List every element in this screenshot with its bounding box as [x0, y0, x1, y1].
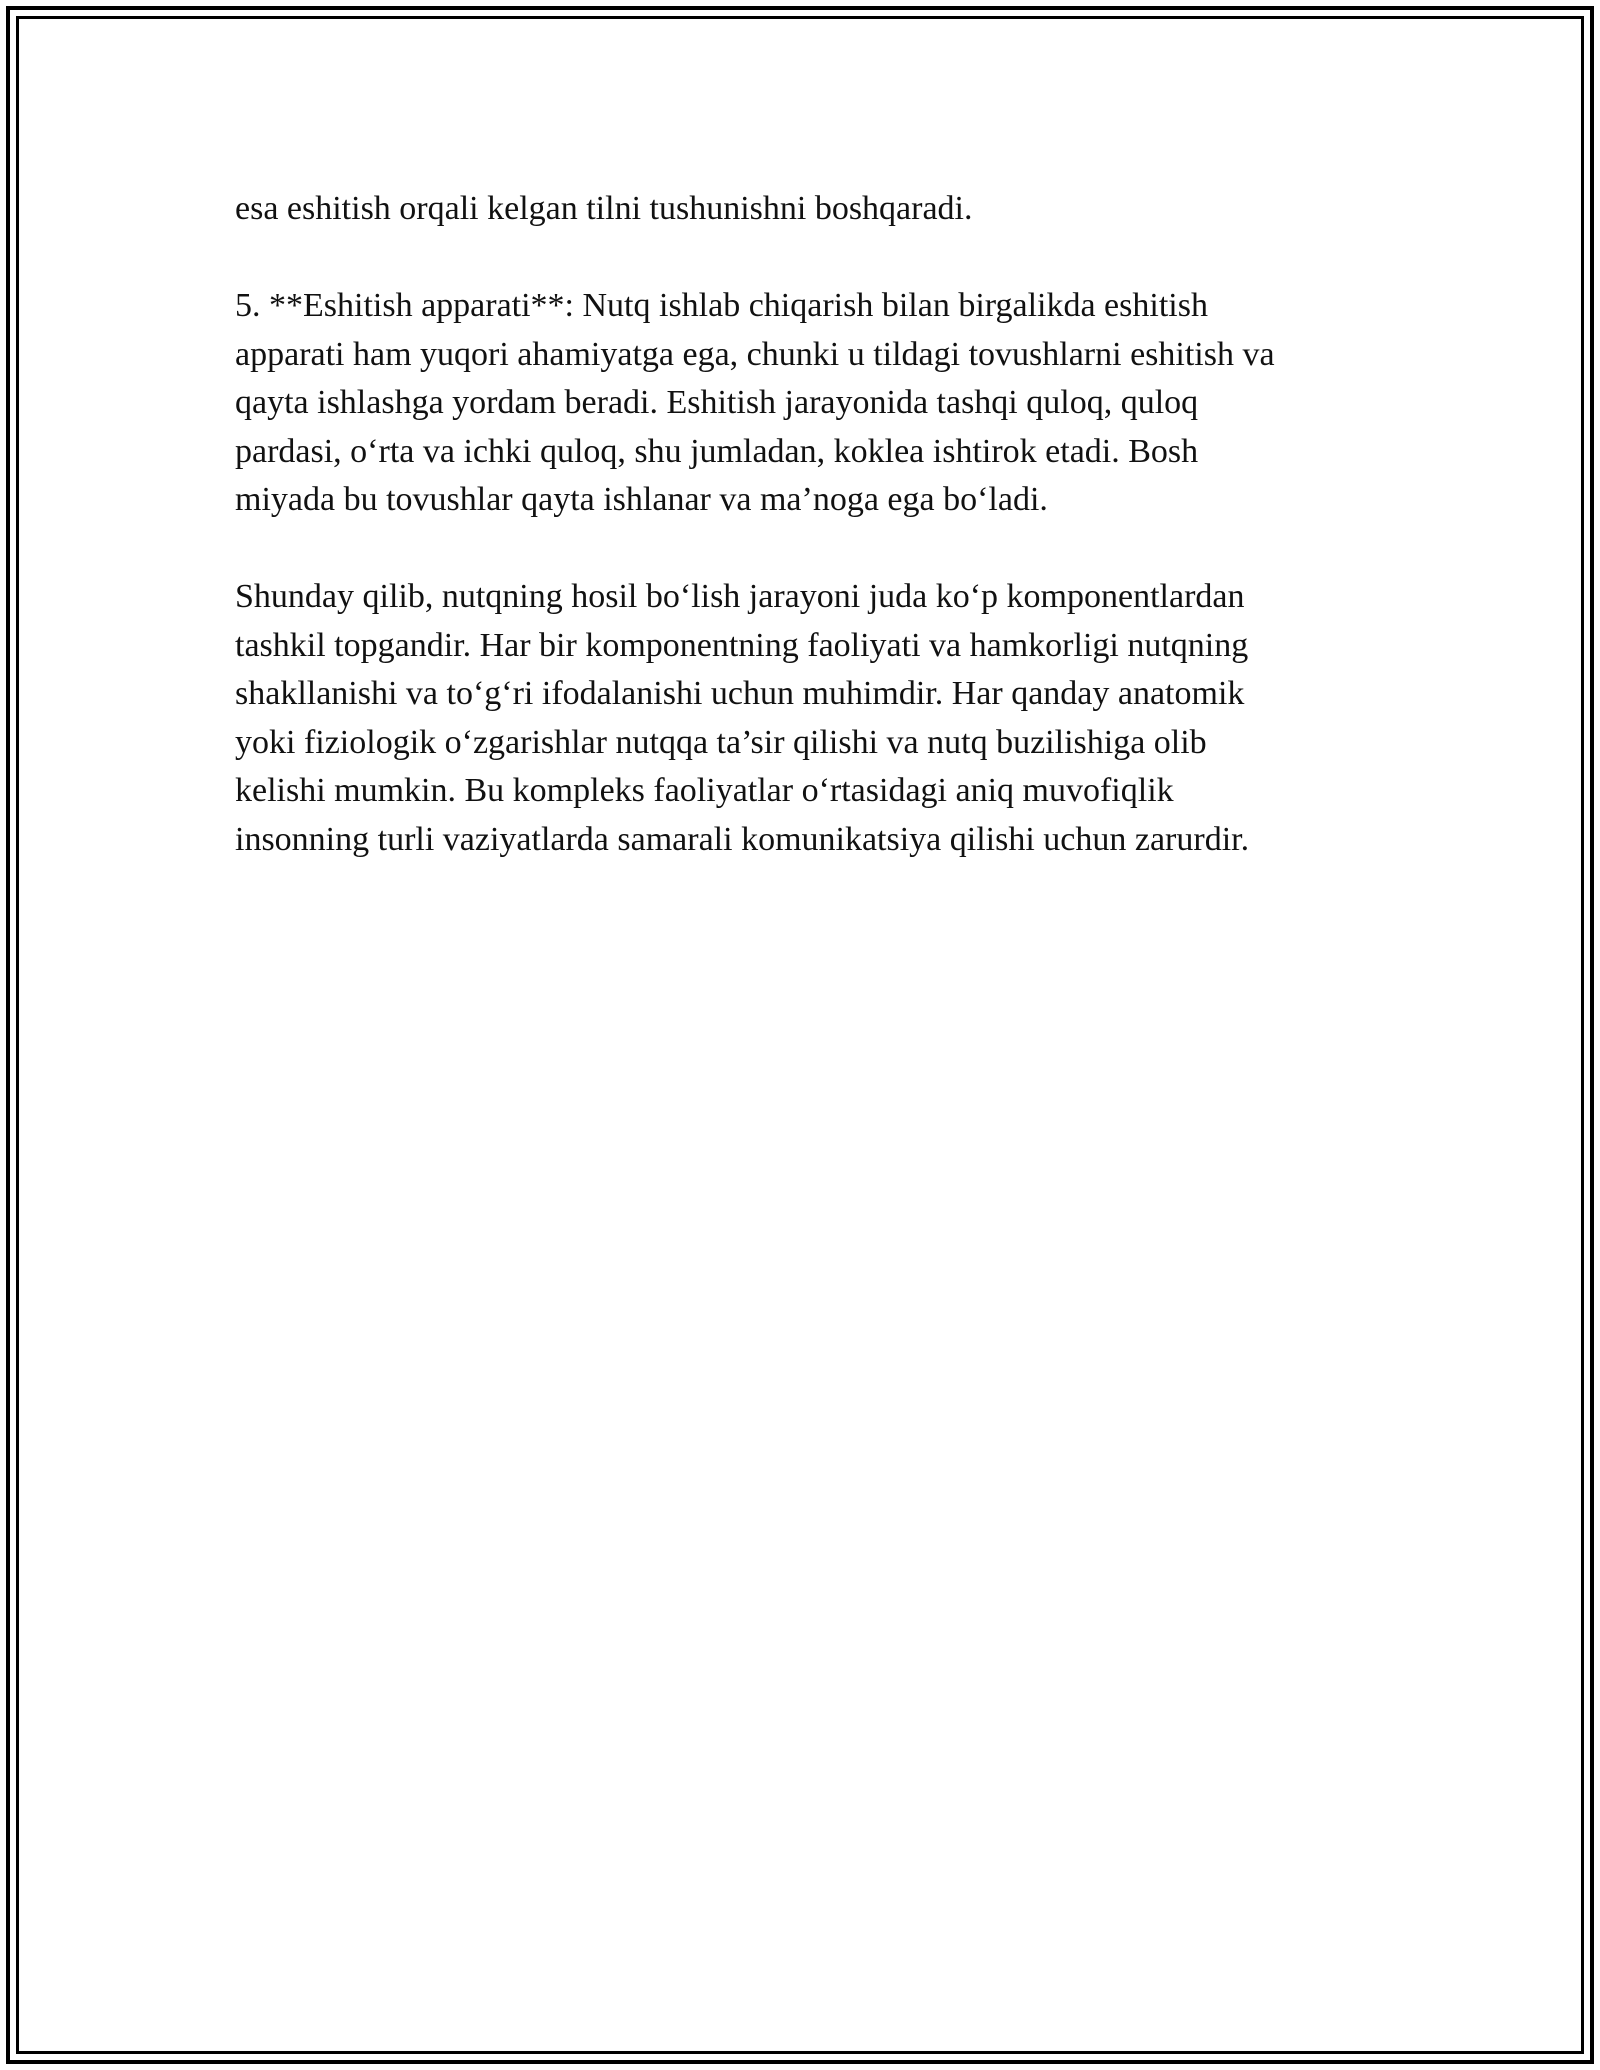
- document-body: [235, 185, 1385, 913]
- paragraph-conclusion: [235, 573, 1385, 864]
- text-line: tashkil topgandir. Har bir komponentning faoliyati va hamkorligi nutqning: [235, 626, 1249, 664]
- paragraph-continuation: [235, 185, 1385, 234]
- text-line: apparati ham yuqori ahamiyatga ega, chunki u tildagi tovushlarni eshitish va: [235, 335, 1275, 373]
- text-line: qayta ishlashga yordam beradi. Eshitish jarayonida tashqi quloq, quloq: [235, 384, 1199, 421]
- text-line: yoki fiziologik o‘zgarishlar nutqqa ta’sir qilishi va nutq buzilishiga olib: [235, 723, 1207, 761]
- text-line: Shunday qilib, nutqning hosil bo‘lish jarayoni juda ko‘p komponentlardan: [235, 578, 1245, 615]
- text-line: esa eshitish orqali kelgan tilni tushunishni boshqaradi.: [235, 190, 973, 227]
- text-line: pardasi, o‘rta va ichki quloq, shu jumladan, koklea ishtirok etadi. Bosh: [235, 432, 1199, 470]
- text-line: insonning turli vaziyatlarda samarali komunikatsiya qilishi uchun zarurdir.: [235, 820, 1250, 858]
- text-line: 5. **Eshitish apparati**: Nutq ishlab chiqarish bilan birgalikda eshitish: [235, 287, 1208, 324]
- text-line: miyada bu tovushlar qayta ishlanar va ma’noga ega bo‘ladi.: [235, 481, 1048, 518]
- text-line: shakllanishi va to‘g‘ri ifodalanishi uchun muhimdir. Har qanday anatomik: [235, 675, 1245, 712]
- paragraph-hearing-apparatus: [235, 282, 1385, 525]
- text-line: kelishi mumkin. Bu kompleks faoliyatlar o‘rtasidagi aniq muvofiqlik: [235, 772, 1174, 809]
